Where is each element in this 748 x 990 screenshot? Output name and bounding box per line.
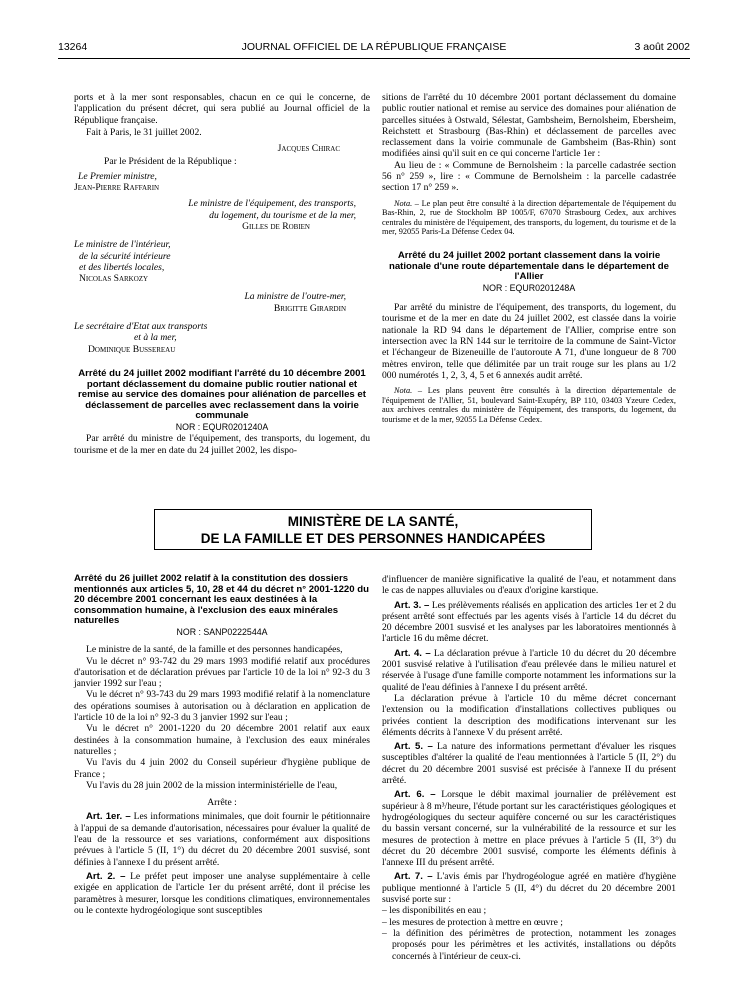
ministry-banner [154, 509, 592, 550]
arrete-3-title: Arrêté du 26 juillet 2002 relatif à la constitution des dossiers mentionnés aux articles 5, 10, 28 et 44 du décret n° 2001-1220 du 20 décembre 2001 concernant les eaux destinées à la consommation humaine, à l'exclusion des eaux minérales naturelles [74, 573, 369, 627]
article-7-text: L'avis émis par l'hydrogéologue agréé en matière d'hygiène publique mentionné à l'article 5 (II, 4°) du décret du 20 décembre 2001 susvisé porte sur : [382, 871, 676, 906]
ministry-line-1: MINISTÈRE DE LA SANTÉ, [287, 514, 459, 529]
ministry-line-2: DE LA FAMILLE ET DES PERSONNES HANDICAPÉES [200, 531, 546, 546]
article-7-label: Art. 7. – [394, 871, 433, 883]
article-4-text: La déclaration prévue à l'article 10 du décret du 20 décembre 2001 susvisé relative à l'utilisation d'eau prélevée dans le milieu naturel et réservée à l'usage d'une famille comporte notamment les informations sur la qualité de l'eau définies à l'annexe I du présent arrêté. [382, 647, 677, 693]
column-4 [382, 574, 676, 962]
arrete-heading: Arrête : [207, 797, 237, 809]
min-om-title: La ministre de l'outre-mer, [244, 291, 346, 303]
article-4-label: Art. 4. – [394, 647, 431, 659]
article-2-continued: d'influencer de manière significative la qualité de l'eau, et notamment dans le cas de nappes alluviales ou d'eaux d'origine karstique. [382, 574, 676, 597]
visa-5: Vu l'avis du 28 juin 2002 de la mission interministérielle de l'eau, [86, 779, 338, 791]
pm-name: Jean-Pierre Raffarin [74, 182, 160, 194]
article-6 [382, 789, 676, 868]
article-6-label: Art. 6. – [394, 789, 436, 801]
column-3 [74, 574, 370, 916]
article-1-label: Art. 1er. – [86, 811, 131, 823]
visa-1: Vu le décret n° 93-742 du 29 mars 1993 modifié relatif aux procédures d'autorisation et de déclaration prévues par l'article 10 de la loi n° 92-3 du 3 janvier 1992 sur l'eau ; [74, 655, 370, 690]
arrete-1-continued: sitions de l'arrêté du 10 décembre 2001 portant déclassement du domaine public routier national et remise au service des domaines pour aliénation de parcelles situées à Ostwald, Sélestat, Gambsheim, Bernolsheim, Ebersheim, Reichstett et Strasbourg (Bas-Rhin) et déclassement de parcelles avec reclassement dans la voirie communale de Gambsheim (Bas-Rhin) sont modifiées ainsi qu'il suit en ce qui concerne l'article 1er : [382, 92, 676, 160]
min-int-title-2: de la sécurité intérieure [79, 250, 171, 262]
arrete-1-nor: NOR : EQUR0201240A [175, 421, 269, 432]
article-2-text: Le préfet peut imposer une analyse supplémentaire à celle exigée en application de l'article 1er du présent arrêté, dont il précise les paramètres à mesurer, lorsque les conditions climatiques, environnementales ou le contexte hydrogéologique sont susceptibles [74, 870, 370, 916]
column-2 [382, 92, 676, 425]
nota-1-label: Nota. – [394, 198, 419, 208]
minister-intro: Le ministre de la santé, de la famille et des personnes handicapées, [86, 644, 343, 656]
arrete-1-text: Par arrêté du ministre de l'équipement, des transports, du logement, du tourisme et de la mer en date du 24 juillet 2002, les dispo- [74, 433, 370, 456]
by-president: Par le Président de la République : [104, 156, 237, 168]
done-at: Fait à Paris, le 31 juillet 2002. [86, 126, 202, 138]
issue-date: 3 août 2002 [634, 41, 690, 53]
article-7 [382, 871, 676, 905]
arrete-2-text: Par arrêté du ministre de l'équipement, des transports, du logement, du tourisme et de la mer en date du 24 juillet 2002, est classée dans la voirie nationale la RD 94 dans le département de l'Allier, comprise entre son intersection avec la RN 144 sur le territoire de la commune de Saint-Victor et l'échangeur de Bizeneuille de l'autoroute A 71, d'une longueur de 8 700 mètres environ, telle que délimitée par un trait rouge sur les plans au 1/2 000 numérotés 1, 2, 3, 4, 5 et 6 annexés audit arrêté. [382, 302, 676, 381]
visa-2: Vu le décret n° 93-743 du 29 mars 1993 modifié relatif à la nomenclature des opérations soumises à autorisation ou à déclaration en application de l'article 10 de la loi n° 92-3 du 3 janvier 1992 sur l'eau ; [74, 689, 370, 724]
arrete-1-correction: Au lieu de : « Commune de Bernolsheim : la parcelle cadastrée section 56 n° 259 », lire : « Commune de Bernolsheim : la parcelle cadastrée section 17 n° 259 ». [382, 159, 676, 194]
article-5-text: La nature des informations permettant d'évaluer les risques susceptibles d'altérer la qualité de l'eau mentionnées à l'article 5 (II, 2°) du décret du 20 décembre 2001 susvisé est précisée à l'annexe II du présent arrêté. [382, 741, 676, 787]
nota-1-text: Le plan peut être consulté à la direction départementale de l'équipement du Bas-Rhin, 2, rue de Stockholm BP 1005/F, 67070 Strasbourg Cedex, aux archives centrales du ministère de l'équipement, des transports, du logement, du tourisme et de la mer, 92055 Paris-La Défense Cedex 04. [382, 198, 677, 237]
nota-2-text: Les plans peuvent être consultés à la direction départementale de l'équipement de l'Allier, 51, boulevard Saint-Exupéry, BP 110, 03403 Yzeure Cedex, aux archives centrales du ministère de l'équipement, des transports, du logement, du tourisme et de la mer, 92055 La Défense Cedex. [382, 386, 676, 424]
article-4-para-2: La déclaration prévue à l'article 10 du même décret concernant l'extension ou la modification d'installations collectives publiques ou privées contient la description des modifications intervenant sur les éléments décrits à l'annexe V du présent arrêté. [382, 692, 676, 738]
min-int-title-1: Le ministre de l'intérieur, [74, 239, 171, 251]
header-rule [58, 58, 690, 59]
min-om-name: Brigitte Girardin [273, 302, 346, 314]
visa-3: Vu le décret n° 2001-1220 du 20 décembre 2001 relatif aux eaux destinées à la consommation humaine, à l'exclusion des eaux minérales naturelles ; [74, 723, 370, 757]
article-2-label: Art. 2. – [86, 870, 126, 882]
min-equip-title-1: Le ministre de l'équipement, des transports, [188, 198, 356, 210]
nota-2-label: Nota. – [394, 386, 423, 396]
article-4 [382, 648, 676, 693]
article-1 [74, 811, 370, 867]
list-item: – les disponibilités en eau ; [382, 905, 487, 917]
min-equip-title-2: du logement, du tourisme et de la mer, [209, 209, 356, 221]
article-3-text: Les prélèvements réalisés en application des articles 1er et 2 du présent arrêté sont effectués par les agents visés à l'article 14 du décret du 20 décembre 2001 susvisé et les analyses par les laboratoires mentionnés à l'article 16 du même décret. [382, 599, 676, 645]
arrete-3-nor: NOR : SANP0222544A [176, 626, 268, 637]
article-3-label: Art. 3. – [394, 599, 430, 611]
article-6-text: Lorsque le débit maximal journalier de prélèvement est supérieur à 8 m³/heure, l'étude portant sur les caractéristiques géologiques et hydrogéologiques du secteur aquifère concerné ou sur les caractéristiques du bassin versant concerné, sur la vulnérabilité de la ressource et sur les mesures de protection à mettre en place prévues à l'article 5 (II, 3°) du décret du 20 décembre 2001 susvisé, comporte les éléments définis à l'annexe III du présent arrêté. [382, 789, 676, 869]
signatory-president: Jacques Chirac [277, 143, 340, 155]
min-int-name: Nicolas Sarkozy [79, 273, 149, 285]
sec-name: Dominique Bussereau [88, 343, 176, 355]
list-item: – la définition des périmètres de protection, notamment les zonages proposés pour les périmètres et les activités, installations ou dépôts concernés à l'intérieur de ceux-ci. [382, 927, 676, 962]
arrete-2-title: Arrêté du 24 juillet 2002 portant classement dans la voirie nationale d'une route départementale dans le département de l'Allier [388, 250, 670, 283]
nota-2 [382, 386, 676, 424]
sec-title-1: Le secrétaire d'Etat aux transports [74, 321, 208, 333]
arrete-2-nor: NOR : EQUR0201248A [482, 282, 576, 293]
min-equip-name: Gilles de Robien [242, 220, 310, 232]
page-number: 13264 [58, 41, 88, 53]
article-5 [382, 741, 676, 786]
article-1-text: Les informations minimales, que doit fournir le pétitionnaire à l'appui de sa demande d'autorisation, nécessaires pour évaluer la qualité de l'eau de la ressource et ses variations, conformément aux dispositions prévues à l'article 5 (II, 1°) du décret du 20 décembre 2001 susvisé, sont définies à l'annexe I du présent arrêté. [74, 811, 370, 868]
list-item: – les mesures de protection à mettre en œuvre ; [382, 916, 563, 928]
sec-title-2: et à la mer, [134, 332, 177, 344]
pm-title: Le Premier ministre, [78, 170, 157, 182]
column-1 [74, 92, 370, 456]
nota-1 [382, 199, 676, 237]
article-3 [382, 600, 676, 645]
visa-4: Vu l'avis du 4 juin 2002 du Conseil supérieur d'hygiène publique de France ; [74, 757, 370, 780]
min-int-title-3: et des libertés locales, [79, 261, 165, 273]
article-5-label: Art. 5. – [394, 741, 433, 753]
arrete-1-title: Arrêté du 24 juillet 2002 modifiant l'arrêté du 10 décembre 2001 portant déclassement du domaine public routier national et remise au service des domaines pour aliénation de parcelles et déclassement de parcelles avec reclassement dans la voirie communale [78, 367, 366, 422]
journal-title: JOURNAL OFFICIEL DE LA RÉPUBLIQUE FRANÇAISE [241, 41, 507, 53]
article-2 [74, 871, 370, 916]
decree-closing: ports et à la mer sont responsables, chacun en ce qui le concerne, de l'application du présent décret, qui sera publié au Journal officiel de la République française. [74, 92, 370, 126]
